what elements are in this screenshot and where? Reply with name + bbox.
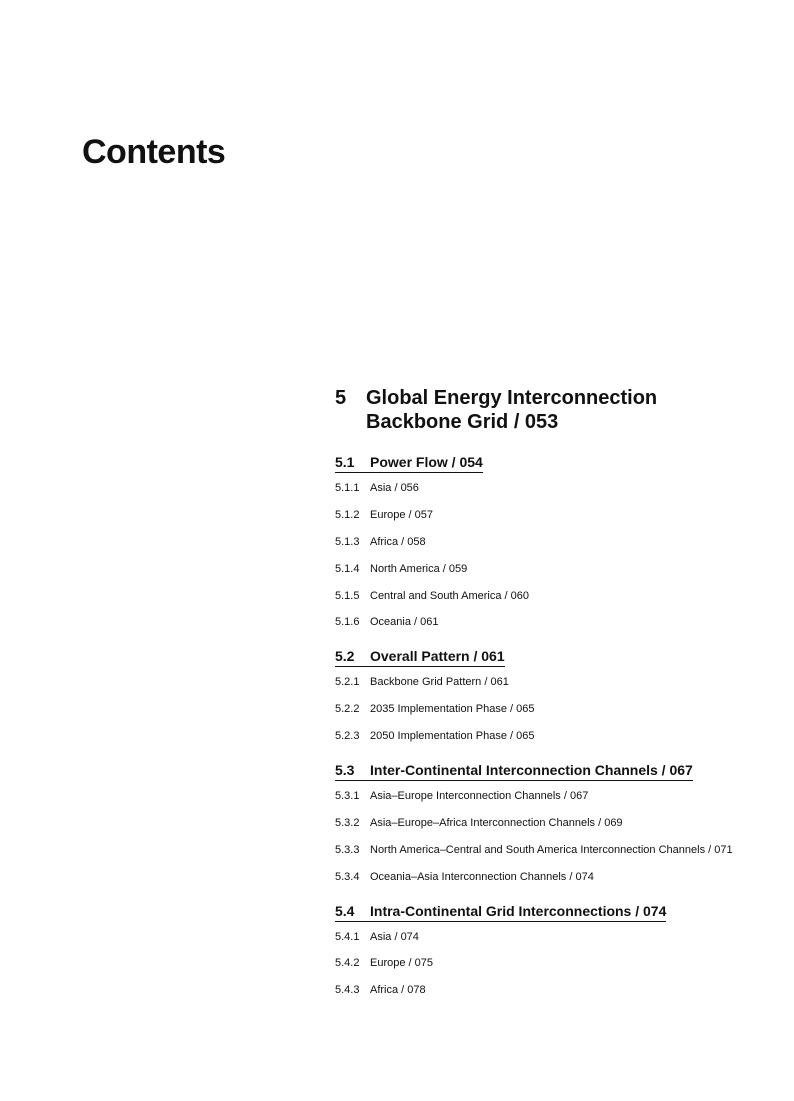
- toc-subsection-entry[interactable]: [335, 587, 755, 606]
- subsection-title: Asia / 074: [370, 930, 419, 943]
- toc-subsection-entry[interactable]: [335, 928, 755, 947]
- subsection-title: Asia / 056: [370, 482, 419, 494]
- section-title: Intra-Continental Grid Interconnections / 074: [370, 902, 667, 919]
- subsection-title: 2035 Implementation Phase / 065: [370, 703, 535, 716]
- section-title: Overall Pattern / 061: [370, 648, 505, 665]
- subsection-title: North America–Central and South America Interconnection Channels / 071: [370, 843, 733, 856]
- subsection-number: 5.2.3: [335, 730, 360, 743]
- section-number: 5.3: [335, 762, 355, 779]
- section-number: 5.1: [335, 454, 355, 470]
- page-title: Contents: [82, 133, 226, 171]
- toc-chapter-entry[interactable]: [335, 386, 755, 434]
- toc-subsection-entry[interactable]: [335, 841, 755, 860]
- toc-section-entry[interactable]: [335, 454, 483, 473]
- subsection-number: 5.3.1: [335, 790, 360, 803]
- subsection-number: 5.4.3: [335, 984, 360, 997]
- subsection-number: 5.4.1: [335, 930, 360, 943]
- toc-section-entry[interactable]: [335, 648, 505, 667]
- subsection-title: Central and South America / 060: [370, 589, 529, 602]
- toc-subsection-entry[interactable]: [335, 479, 755, 498]
- toc-subsection-entry[interactable]: [335, 727, 755, 746]
- chapter-title: Global Energy Interconnection Backbone Grid / 053: [366, 387, 658, 433]
- table-of-contents: [335, 386, 755, 1008]
- subsection-number: 5.3.3: [335, 843, 360, 856]
- subsection-title: Africa / 078: [370, 984, 426, 997]
- toc-subsection-entry[interactable]: [335, 981, 755, 1000]
- subsection-title: Oceania / 061: [370, 616, 439, 629]
- toc-subsection-entry[interactable]: [335, 506, 755, 525]
- subsection-number: 5.1.5: [335, 589, 360, 602]
- subsection-number: 5.1.4: [335, 562, 360, 575]
- toc-sections: [335, 446, 755, 1000]
- subsection-number: 5.2.2: [335, 703, 360, 716]
- section-title: Power Flow / 054: [370, 454, 483, 470]
- subsection-title: North America / 059: [370, 562, 468, 575]
- subsection-title: Oceania–Asia Interconnection Channels / 074: [370, 870, 594, 883]
- toc-subsection-entry[interactable]: [335, 673, 755, 692]
- subsection-number: 5.3.4: [335, 870, 360, 883]
- toc-subsection-entry[interactable]: [335, 613, 755, 632]
- subsection-number: 5.1.6: [335, 616, 360, 629]
- section-number: 5.2: [335, 648, 355, 665]
- subsection-number: 5.1.2: [335, 508, 360, 521]
- toc-subsection-entry[interactable]: [335, 787, 755, 806]
- subsection-number: 5.3.2: [335, 816, 360, 829]
- chapter-number: 5: [335, 387, 347, 409]
- toc-subsection-entry[interactable]: [335, 560, 755, 579]
- subsection-number: 5.2.1: [335, 676, 360, 689]
- toc-section-entry[interactable]: [335, 903, 666, 922]
- section-title: Inter-Continental Interconnection Channels / 067: [370, 762, 693, 779]
- subsection-title: Asia–Europe Interconnection Channels / 067: [370, 790, 589, 803]
- toc-subsection-entry[interactable]: [335, 868, 755, 887]
- section-number: 5.4: [335, 902, 355, 919]
- toc-subsection-entry[interactable]: [335, 954, 755, 973]
- toc-subsection-entry[interactable]: [335, 814, 755, 833]
- subsection-title: Europe / 057: [370, 508, 433, 521]
- subsection-number: 5.4.2: [335, 957, 360, 970]
- subsection-title: Europe / 075: [370, 957, 433, 970]
- subsection-title: Africa / 058: [370, 535, 426, 548]
- subsection-number: 5.1.1: [335, 482, 360, 494]
- subsection-title: 2050 Implementation Phase / 065: [370, 730, 535, 743]
- toc-section-entry[interactable]: [335, 762, 693, 781]
- subsection-title: Backbone Grid Pattern / 061: [370, 676, 509, 689]
- toc-subsection-entry[interactable]: [335, 533, 755, 552]
- subsection-title: Asia–Europe–Africa Interconnection Channels / 069: [370, 816, 623, 829]
- subsection-number: 5.1.3: [335, 535, 360, 548]
- toc-subsection-entry[interactable]: [335, 700, 755, 719]
